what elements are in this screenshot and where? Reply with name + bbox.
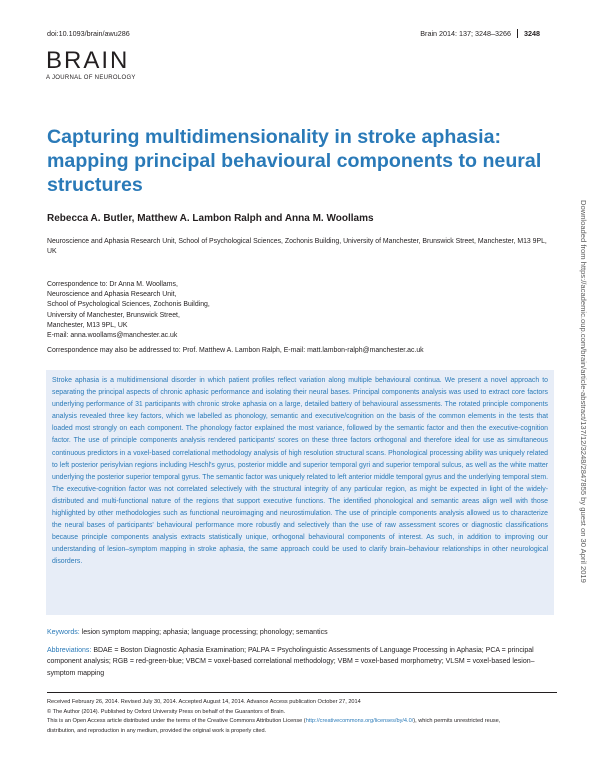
affiliation: Neuroscience and Aphasia Research Unit, School of Psychological Sciences, Zochonis Building, University of Manchester, Brunswick Street, Manchester, M13 9PL, UK (47, 238, 547, 256)
logo-wordmark: BRAIN (46, 47, 130, 74)
keywords (47, 627, 557, 638)
download-note: Downloaded from https://academic.oup.com/brain/article-abstract/137/12/3248/2847855 by guest on 30 April 2019 (579, 200, 588, 583)
footer-divider (47, 692, 557, 693)
article-title: Capturing multidimensionality in stroke aphasia: mapping principal behavioural components to neural structures (47, 126, 542, 196)
journal-citation (420, 29, 540, 38)
correspondence-line: Neuroscience and Aphasia Research Unit, (47, 291, 177, 299)
license-link[interactable]: http://creativecommons.org/licenses/by/4.0/ (305, 718, 414, 725)
article-footer (47, 698, 557, 736)
copyright-notice: © The Author (2014). Published by Oxford University Press on behalf of the Guarantors of Brain. (47, 708, 286, 715)
secondary-correspondence: Correspondence may also be addressed to: Prof. Matthew A. Lambon Ralph, E-mail: matt.lambon-ralph@manchester.ac.uk (47, 347, 424, 354)
keywords-text: lesion symptom mapping; aphasia; language processing; phonology; semantics (81, 629, 328, 636)
publication-dates: Received February 26, 2014. Revised July 30, 2014. Accepted August 14, 2014. Advance Access publication October 27, 2014 (47, 699, 361, 705)
license-text-end: ), which permits unrestricted reuse, (413, 718, 501, 725)
doi: doi:10.1093/brain/awu286 (47, 29, 130, 38)
correspondence-line: School of Psychological Sciences, Zochonis Building, (47, 301, 210, 309)
license-notice (47, 717, 557, 727)
logo-subtitle: A JOURNAL OF NEUROLOGY (46, 75, 136, 81)
abbreviations-text: BDAE = Boston Diagnostic Aphasia Examination; PALPA = Psycholinguistic Assessments of Language Processing in Aphasia; PCA = principal component analysis; RGB = red-green-blue; VBCM = voxel-based correlational methodology; VBM = voxel-based morphometry; VLSM = voxel-based lesion–symptom mapping (47, 647, 535, 677)
correspondence-line: Correspondence to: Dr Anna M. Woollams, (47, 281, 178, 288)
abstract-box: Stroke aphasia is a multidimensional disorder in which patient profiles reflect variation along multiple behavioural continua. We present a novel approach to separating the principal aspects of chronic aphasic performance and isolating their neural bases. Principal components analysis was used to extract core factors underlying performance of 31 participants with chronic stroke aphasia on a large, detailed battery of behavioural assessments. The rotated principle components analysis revealed three key factors, which we labelled as phonology, semantic and executive/cognition on the basis of the common elements in the tests that loaded most strongly on each component. The phonology factor explained the most variance, followed by the semantic factor and then the executive-cognition factor. The use of principle components analysis rendered participants' scores on these three factors orthogonal and therefore ideal for use as simultaneous continuous predictors in a voxel-based correlational methodology analysis of high resolution structural scans. Phonological processing ability was uniquely related to left posterior perisylvian regions including Heschl's gyrus, posterior middle and superior temporal gyri and superior temporal sulcus, as well as the white matter underlying the posterior superior temporal gyrus. The semantic factor was uniquely related to left anterior middle temporal gyrus and the underlying temporal stem. The executive-cognition factor was not correlated selectively with the structural integrity of any particular region, as might be expected in light of the widely-distributed and multi-functional nature of the regions that support executive functions. The identified phonological and semantic areas align well with those highlighted by other methodologies such as functional neuroimaging and neurostimulation. The use of principle components analysis allowed us to characterize the neural bases of participants' behavioural performance more robustly and selectively than the use of raw assessment scores or diagnostic classifications because principle components analysis extracts statistically unique, orthogonal behavioural components of interest. As such, in addition to improving our understanding of lesion–symptom mapping in stroke aphasia, the same approach could be used to clarify brain–behaviour relationships in other neurological disorders. (46, 370, 554, 615)
correspondence-line: Manchester, M13 9PL, UK (47, 321, 128, 329)
citation-text: Brain 2014: 137; 3248–3266 (420, 29, 511, 38)
license-text-start: This is an Open Access article distributed under the terms of the Creative Commons Attribution License ( (47, 718, 306, 725)
journal-logo (46, 49, 136, 81)
keywords-label: Keywords: (47, 629, 80, 636)
correspondence-email[interactable]: E-mail: anna.woollams@manchester.ac.uk (47, 332, 178, 340)
correspondence-line: University of Manchester, Brunswick Street, (47, 311, 180, 319)
correspondence-block (47, 280, 347, 341)
page-number: 3248 (517, 29, 540, 38)
author-list: Rebecca A. Butler, Matthew A. Lambon Ralph and Anna M. Woollams (47, 213, 374, 224)
abbreviations-label: Abbreviations: (47, 647, 92, 654)
download-watermark (578, 200, 590, 610)
abbreviations (47, 645, 557, 679)
license-notice-continued: distribution, and reproduction in any medium, provided the original work is properly cited. (47, 727, 267, 734)
